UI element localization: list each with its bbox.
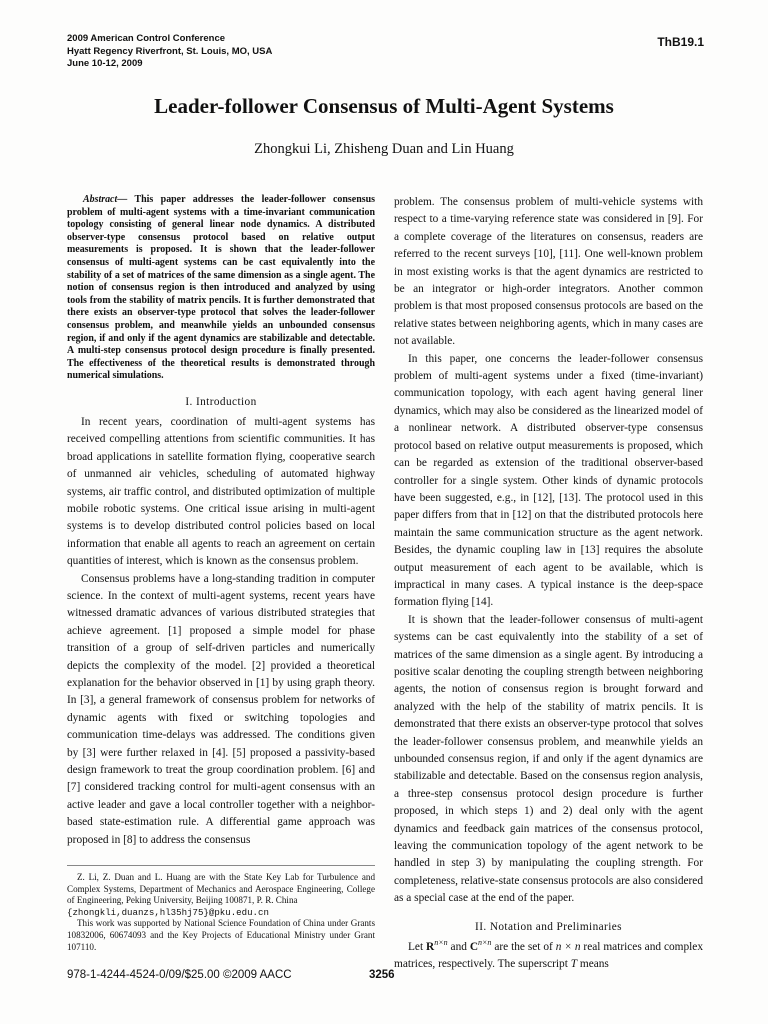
footnote-emails: {zhongkli,duanzs,hl35hj75}@pku.edu.cn xyxy=(67,906,269,918)
copyright-line: 978-1-4244-4524-0/09/$25.00 ©2009 AACC xyxy=(67,969,292,981)
section-heading-notation: II. Notation and Preliminaries xyxy=(475,920,622,933)
intro-paragraph-4: In this paper, one concerns the leader-follower consensus problem of multi-agent systems under a fixed (time-invariant) communication topology, with each agent having general liner dynamics, which may also be considered as the linearized model of a nonlinear network. A distributed observer-type consensus protocol based on relative output measurements is proposed, which can be regarded as extension of the traditional observer-based controller for a single system. Other kinds of dynamic protocols have been suggested, e.g., in [12], [13]. The protocol used in this paper differs from that in [12] on that the distributed protocols here maintain the same communication structure as the agent network. Besides, the dynamic coupling law in [13] requires the absolute output measurement of each agent to be available, which is impractical in many cases. A typical instance is the deep-space formation flying [14]. xyxy=(394,352,703,609)
left-column xyxy=(67,194,375,849)
intro-paragraph-3: problem. The consensus problem of multi-vehicle systems with respect to a time-varying reference state was considered in [9]. For a complete coverage of the literatures on consensus, readers are referred to the recent surveys [10], [11]. One well-known problem in most existing works is that the agent dynamics are restricted to be an integrator or high-order integrators. Another common problem is that most proposed consensus protocols are based on the relative states between neighboring agents, which in many cases are not available. xyxy=(394,196,703,348)
conference-name: 2009 American Control Conference xyxy=(67,33,226,44)
conference-dates: June 10-12, 2009 xyxy=(67,58,143,69)
footnotes xyxy=(67,872,375,953)
footnote-affiliation: Z. Li, Z. Duan and L. Huang are with the State Key Lab for Turbulence and Complex Systems, Department of Mechanics and Aerospace Engineering, College of Engineering, Peking University, Beijing 100871, P. R. China xyxy=(67,872,375,906)
conference-header xyxy=(67,33,272,71)
footnote-funding: This work was supported by National Science Foundation of China under Grants 10832006, 60674093 and the Key Projects of Educational Ministry under Grant 107110. xyxy=(67,918,375,952)
section-heading-introduction: I. Introduction xyxy=(185,395,257,408)
paper-title: Leader-follower Consensus of Multi-Agent Systems xyxy=(154,94,614,118)
conference-venue: Hyatt Regency Riverfront, St. Louis, MO, USA xyxy=(67,45,273,57)
complex-matrix-symbol: C xyxy=(469,940,479,953)
intro-paragraph-1: In recent years, coordination of multi-agent systems has received compelling attentions from scientific communities. It has broad applications in satellite formation flying, cooperative search of unmanned air vehicles, scheduling of automated highway systems, air traffic control, and distributed optimization of multiple mobile robotic systems. One critical issue arising in multi-agent systems is to develop distributed control policies based on local information that enable all agents to reach an agreement on certain quantities of interest, which is known as the consensus problem. xyxy=(67,415,375,568)
abstract-text: This paper addresses the leader-follower consensus problem of multi-agent systems with a time-invariant communication topology consisting of general linear node dynamics. A distributed observer-type consensus protocol based on relative output measurements is proposed. It is shown that the leader-follower consensus of multi-agent systems can be cast equivalently into the stability of a set of matrices of the same dimension as a single agent. The notion of consensus region is then introduced and analyzed by using tools from the stability of matrix pencils. It is further demonstrated that there exists an observer-type protocol that solves the leader-follower consensus problem, and meanwhile yields an unbounded consensus region, if and only if the agent dynamics are stabilizable and detectable. A multi-step consensus protocol design procedure is finally presented. The effectiveness of the theoretical results is demonstrated through numerical simulations. xyxy=(67,194,375,382)
intro-paragraph-2: Consensus problems have a long-standing tradition in computer science. In the context of multi-agent systems, recent years have witnessed dramatic advances of various distributed strategies that achieve agreement. [1] proposed a simple model for phase transition of a group of self-driven particles and numerically depicts the complexity of the model. [2] provided a theoretical explanation for the behavior observed in [1] by using graph theory. In [3], a general framework of consensus problem for networks of dynamic agents with fixed or switching topologies and communication time-delays was addressed. The conditions given by [3] were further relaxed in [4]. [5] proposed a passivity-based design framework to treat the group coordination problem. [6] and [7] considered tracking control for multi-agent consensus with an active leader and gave a local controller together with a neighbor-based state-estimation rule. A differential game approach was proposed in [8] to address the consensus xyxy=(67,572,375,846)
abstract-label: Abstract xyxy=(83,194,118,205)
paper-authors: Zhongkui Li, Zhisheng Duan and Lin Huang xyxy=(254,141,514,157)
intro-paragraph-5: It is shown that the leader-follower consensus of multi-agent systems can be cast equivalently into the stability of a set of matrices of the same dimension as a single agent. By introducing a positive scalar denoting the coupling strength between neighboring agents, the notion of consensus region is brought forward and analyzed with the help of the stability of matrix pencils. It is demonstrated that there exists an observer-type protocol that solves the leader-follower consensus problem, and meanwhile yields an unbounded consensus region, if and only if the agent dynamics are stabilizable and detectable. Based on the consensus region analysis, a three-step consensus protocol design procedure is further proposed, in which steps 1) and 2) deal only with the agent dynamics and feedback gain matrices of the consensus protocol, leaving the communication topology of the agent network to be handled in step 3) by manipulating the coupling strength. For completeness, relative-state consensus protocols are also considered as a special case at the end of the paper. xyxy=(394,613,704,905)
page-number: 3256 xyxy=(369,969,395,981)
session-code: ThB19.1 xyxy=(657,35,704,49)
notation-paragraph: Let $R^{n\times n}$ and $C^{n\times n}$ are the set of n × n real matrices and complex matrices, respectively. The superscript T means xyxy=(394,937,704,971)
abstract: Abstract— This paper addresses the leader-follower consensus problem of multi-agent systems with a time-invariant communication topology consisting of general linear node dynamics. A distributed observer-type consensus protocol based on relative output measurements is proposed. It is shown that the leader-follower consensus of multi-agent systems can be cast equivalently into the stability of a set of matrices of the same dimension as a single agent. The notion of consensus region is then introduced and analyzed by using tools from the stability of matrix pencils. It is further demonstrated that there exists an observer-type protocol that solves the leader-follower consensus problem, and meanwhile yields an unbounded consensus region, if and only if the agent dynamics are stabilizable and detectable. A multi-step consensus protocol design procedure is finally presented. The effectiveness of the theoretical results is demonstrated through numerical simulations. xyxy=(67,194,375,382)
footnote-rule xyxy=(67,865,375,866)
right-column xyxy=(394,194,703,973)
real-matrix-symbol: R xyxy=(426,940,435,953)
